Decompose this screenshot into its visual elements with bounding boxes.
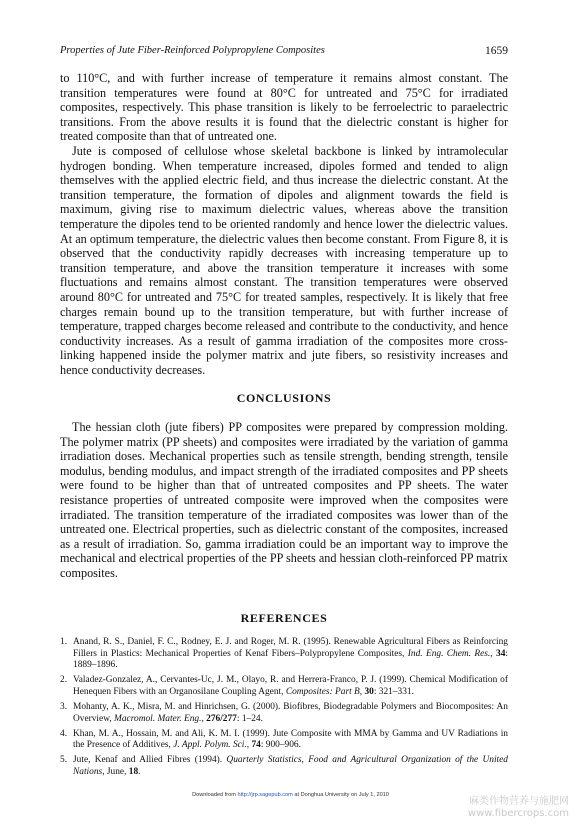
reference-separator: , [201,713,207,724]
reference-volume: 74 [251,740,261,751]
conclusions-paragraph: The hessian cloth (jute fibers) PP composites were prepared by compression molding. The polymer matrix (PP sheets) and composites were irradiated by the variation of gamma irradiation doses. Mechanical properties such as tensile strength, bending strength, tensile modulus, bending modulus, and impact strength of the irradiated composites and PP sheets were found to be higher than that of untreated composites and PP sheets. The water resistance properties of untreated composite were improved when the composites were irradiated. The transition temperature of the irradiated composites was lower than of the untreated one. Electrical properties, such as dielectric constant of the composites, increased as a result of irradiation. So, gamma irradiation could be an important way to improve the mechanical and electrical properties of the PP sheets and hessian cloth-reinforced PP matrix composites. [60,420,508,580]
reference-item [60,729,508,752]
running-header [60,44,508,58]
reference-authors: Valadez-Gonzalez, A., Cervantes-Uc, J. M., Olayo, R. and Herrera-Franco, P. J. (1999). Chemical Modification of Henequen Fibers with an Organosilane Coupling Agent, [73,675,508,697]
reference-separator: , June, [102,766,129,777]
reference-number: 1. [60,637,68,648]
reference-number: 4. [60,728,68,739]
references-heading: REFERENCES [240,610,328,625]
reference-journal: Composites: Part B [285,686,360,697]
reference-separator: , [359,686,365,697]
running-title: Properties of Jute Fiber-Reinforced Polypropylene Composites [60,45,325,56]
reference-separator: , [490,648,497,659]
reference-volume: 34 [496,648,506,659]
reference-number: 3. [60,701,68,712]
reference-journal: Macromol. Mater. Eng. [114,713,202,724]
reference-volume: 30 [364,686,374,697]
reference-pages: . [138,766,141,777]
reference-item [60,755,508,778]
body-paragraph-2: Jute is composed of cellulose whose skeletal backbone is linked by intramolecular hydrogen bonding. When temperature increased, dipoles formed and tended to align themselves with the applied electric field, and thus increase the dielectric constant. At the transition temperature, the formation of dipoles and alignment towards the field is maximum, giving rise to maximum dielectric values, whereas above the transition temperature the dipoles tend to be oriented randomly and hence lower the dielectric values. At an optimum temperature, the dielectric values then become constant. From Figure 8, it is observed that the conductivity rapidly decreases with increasing temperature up to transition temperature, and above the transition temperature it increases with some fluctuations and remains almost constant. The transition temperatures were observed around 80°C for untreated and 75°C for treated samples, respectively. It is likely that free charges remain bound up to the transition temperature, but with further increase of temperature, trapped charges become released and contribute to the conductivity, and hence conductivity increases. As a result of gamma irradiation of the composites more cross-linking happened inside the polymer matrix and jute fibers, so resistivity increases and hence conductivity decreases. [60,143,508,377]
watermark-url: www.fibercrops.com [467,808,569,819]
reference-volume: 276/277 [206,713,237,724]
reference-volume: 18 [128,766,139,777]
reference-pages: : 1889–1896. [73,648,508,671]
body-paragraph-1: to 110°C, and with further increase of temperature it remains almost constant. The transition temperatures were found at 80°C for untreated and 75°C for irradiated composites, respectively. This phase transition is likely to be ferroelectric to paraelectric transitions. From the above results it is found that the dielectric constant is higher for treated composite than that of untreated one. [60,71,508,144]
reference-item [60,637,508,672]
download-link[interactable]: http://jrp.sagepub.com [237,792,293,798]
reference-list [60,637,508,778]
download-suffix: at Donghua University on July 1, 2010 [292,792,389,798]
reference-authors: Khan, M. A., Hossain, M. and Ali, K. M. I. (1999). Jute Composite with MMA by Gamma and UV Radiations in the Presence of Additives, [73,728,508,751]
site-watermark [468,796,569,820]
reference-authors: Mohanty, A. K., Misra, M. and Hinrichsen, G. (2000). Biofibres, Biodegradable Polymers and Biocomposites: An Overview, [73,701,508,724]
reference-authors: Jute, Kenaf and Allied Fibres (1994). [73,755,227,766]
reference-item [60,675,508,698]
article-body [60,71,508,782]
page-number: 1659 [485,45,508,57]
reference-journal: Ind. Eng. Chem. Res. [407,648,491,659]
reference-pages: : 900–906. [260,740,301,751]
reference-journal: J. Appl. Polym. Sci. [173,740,247,751]
reference-authors: Anand, R. S., Daniel, F. C., Rodney, E. J. and Roger, M. R. (1995). Renewable Agricultural Fibers as Reinforcing Fillers in Plastics: Mechanical Properties of Kenaf Fibers–Polypropylene Composites, [73,637,508,659]
watermark-title: 麻类作物营养与施肥网 [469,796,569,807]
reference-journal: Quarterly Statistics, Food and Agricultural Organization of the United Nations [73,755,508,777]
reference-item [60,702,508,725]
reference-number: 5. [60,755,68,766]
reference-separator: , [246,740,252,751]
reference-number: 2. [60,675,68,686]
reference-pages: : 321–331. [373,686,414,697]
reference-pages: : 1–24. [236,713,263,724]
conclusions-heading: CONCLUSIONS [236,391,332,406]
download-prefix: Downloaded from [192,792,238,798]
